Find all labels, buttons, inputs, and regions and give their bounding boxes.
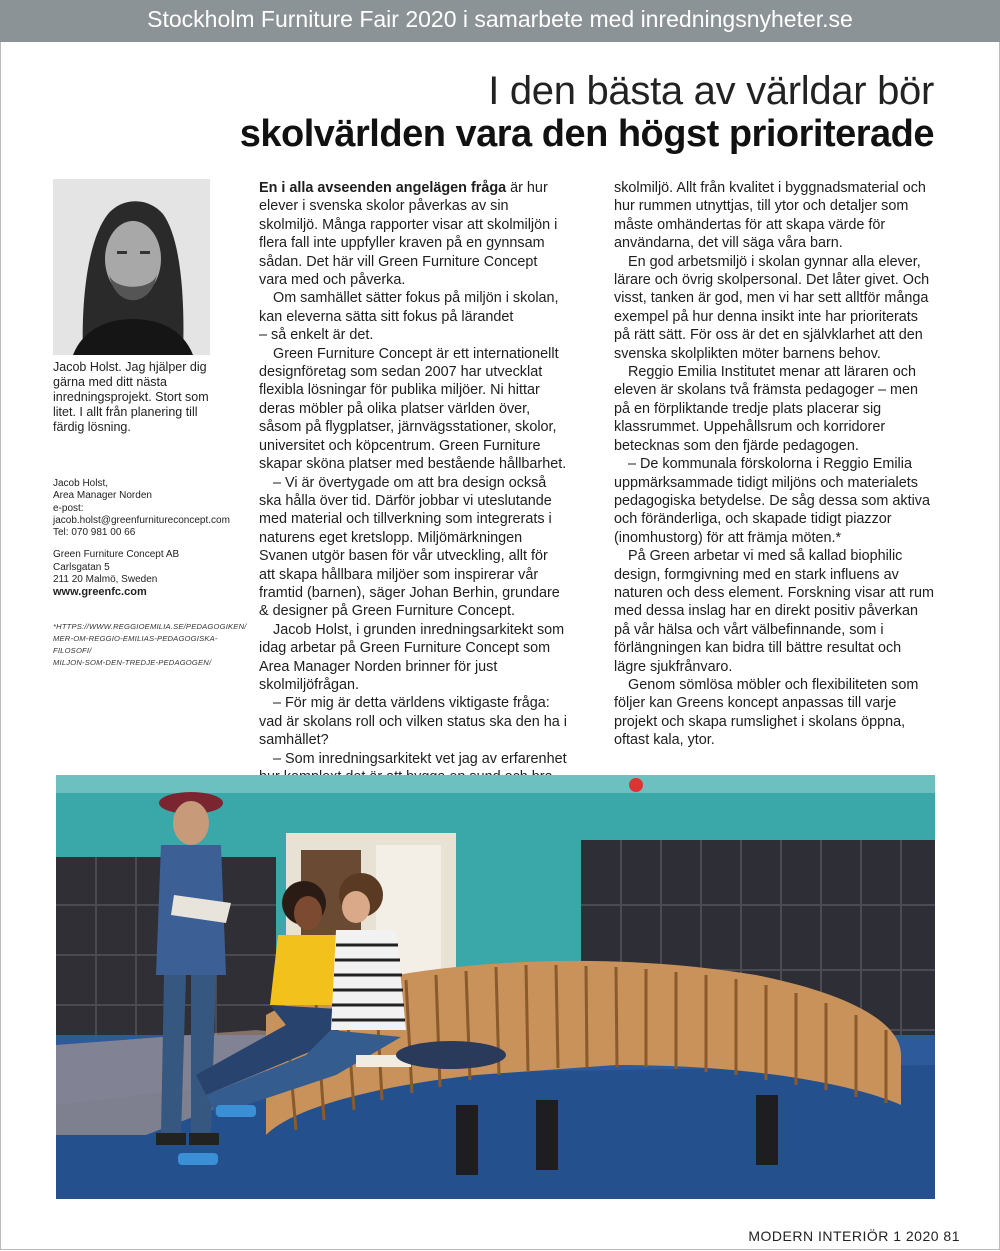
paragraph: Om samhället sätter fokus på miljön i skolan, kan eleverna sätta sitt fokus på lärandet xyxy=(259,290,559,325)
paragraph: skolmiljö. Allt från kvalitet i byggnadsmaterial och hur rummen utnyttjas, till ytor och detaljer som måste omhändertas för att skapa värde för användarna, det vill säga våra barn. xyxy=(614,180,926,252)
paragraph: Green Furniture Concept är ett internationellt designföretag som sedan 2007 har utvecklat flexibla lösningar för publika miljöer. Ni hittar deras möbler på olika platser världen över, såsom på flygplatser, järnvägsstationer, skolor, universitet och köpcentrum. Green Furniture skapar sköna platser med bestående hållbarhet. xyxy=(259,345,567,473)
contact-name: Jacob Holst, xyxy=(53,478,109,489)
lead-in: En i alla avseenden angelägen fråga xyxy=(259,180,507,196)
contact-block xyxy=(53,478,253,599)
portrait-caption: Jacob Holst. Jag hjälper dig gärna med ditt nästa inredningsprojekt. Stort som litet. I allt från planering till färdig lösning. xyxy=(53,360,209,434)
contact-street: Carlsgatan 5 xyxy=(53,561,110,573)
contact-website-link[interactable]: www.greenfc.com xyxy=(53,586,147,599)
reference-line[interactable]: *HTTPS://WWW.REGGIOEMILIA.SE/PEDAGOGIKEN/ xyxy=(53,622,247,631)
paragraph-text: är hur elever i svenska skolor påverkas av sin skolmiljö. Många rapporter visar att skolmiljön i flera fall inte uppfyller kraven på en gynnsam sådan. Det här vill Green Furniture Concept vara med och påverka. xyxy=(259,180,558,289)
contact-title: Area Manager Norden xyxy=(53,490,152,502)
reference-footnote xyxy=(53,621,253,669)
magazine-banner: Stockholm Furniture Fair 2020 i samarbete med inredningsnyheter.se xyxy=(0,0,1000,42)
paragraph: – Vi är övertygade om att bra design också ska hålla över tid. Därför jobbar vi uteslutande med material och tillverkning som integrerats i naturens eget kretslopp. Miljömärkningen Svanen utgör basen för vår utveckling, allt för att skapa hållbara miljöer som inspirerar vår framtid (barnen), säger Johan Berhin, grundare & designer på Green Furniture Concept. xyxy=(259,474,560,620)
paragraph: – Som inredningsarkitekt vet jag av erfarenhet xyxy=(273,750,567,767)
paragraph: – De kommunala förskolorna i Reggio Emilia uppmärksammade tidigt miljöns och materialets pedagogiska betydelse. De såg dessa som aktiva och föränderliga, och skapade tidigt piazzor (inomhustorg) för att främja möten.* xyxy=(614,456,930,546)
paragraph: En god arbetsmiljö i skolan gynnar alla elever, lärare och övrig skolpersonal. Det låter givet. Och visst, tanken är god, men vi har sett alltför många exempel på hur denna insikt inte har prioriterats på rätt sätt. För oss är det en självklarhet att den svenska skolplikten möter barnens behov. xyxy=(614,253,930,362)
headline-line-1: I den bästa av världar bör xyxy=(488,69,934,113)
school-corridor-photo xyxy=(56,775,935,1199)
paragraph xyxy=(259,179,567,289)
contact-city: 211 20 Malmö, Sweden xyxy=(53,574,158,586)
contact-email[interactable]: jacob.holst@greenfurnitureconcept.com xyxy=(53,514,230,526)
contact-email-label: e-post: xyxy=(53,502,84,514)
paragraph: På Green arbetar vi med så kallad biophilic design, formgivning med en stark influens av naturen och dess element. Forskning visar att rum med dessa inslag har en direkt positiv påverkan på vår hälsa och vårt välbefinnande, som i förlängningen kan bidra till bättre resultat och lägre sjukfrånvaro. xyxy=(614,548,934,675)
reference-line[interactable]: MER-OM-REGGIO-EMILIAS-PEDAGOGISKA-FILOSOFI/ xyxy=(53,634,218,655)
paragraph: Reggio Emilia Institutet menar att läraren och eleven är skolans två främsta pedagoger – men på en förpliktande tredje plats placerar sig klassrummet. Uppehållsrum och korridorer betecknas som den fjärde pedagogen. xyxy=(614,364,918,454)
article-column-2 xyxy=(614,179,936,750)
paragraph: – så enkelt är det. xyxy=(259,327,374,344)
paragraph: Genom sömlösa möbler och flexibiliteten som följer kan Greens koncept anpassas till varje projekt och skapa rumslighet i skolans öppna, oftast kala, ytor. xyxy=(614,676,919,749)
article-headline xyxy=(240,70,934,156)
article-column-1 xyxy=(259,179,567,786)
page-footer: MODERN INTERIÖR 1 2020 81 xyxy=(748,1228,960,1244)
headline-line-2: skolvärlden vara den högst prioriterade xyxy=(239,113,934,155)
contact-phone: Tel: 070 981 00 66 xyxy=(53,527,136,539)
reference-line[interactable]: MILJON-SOM-DEN-TREDJE-PEDAGOGEN/ xyxy=(53,658,212,667)
person-portrait-icon xyxy=(53,179,210,355)
paragraph: Jacob Holst, i grunden inredningsarkitekt som idag arbetar på Green Furniture Concept som Area Manager Norden brinner för just skolmiljöfrågan. xyxy=(259,621,565,693)
paragraph: – För mig är detta världens viktigaste fråga: vad är skolans roll och vilken status ska den ha i samhället? xyxy=(259,695,567,749)
contact-company: Green Furniture Concept AB xyxy=(53,549,180,561)
